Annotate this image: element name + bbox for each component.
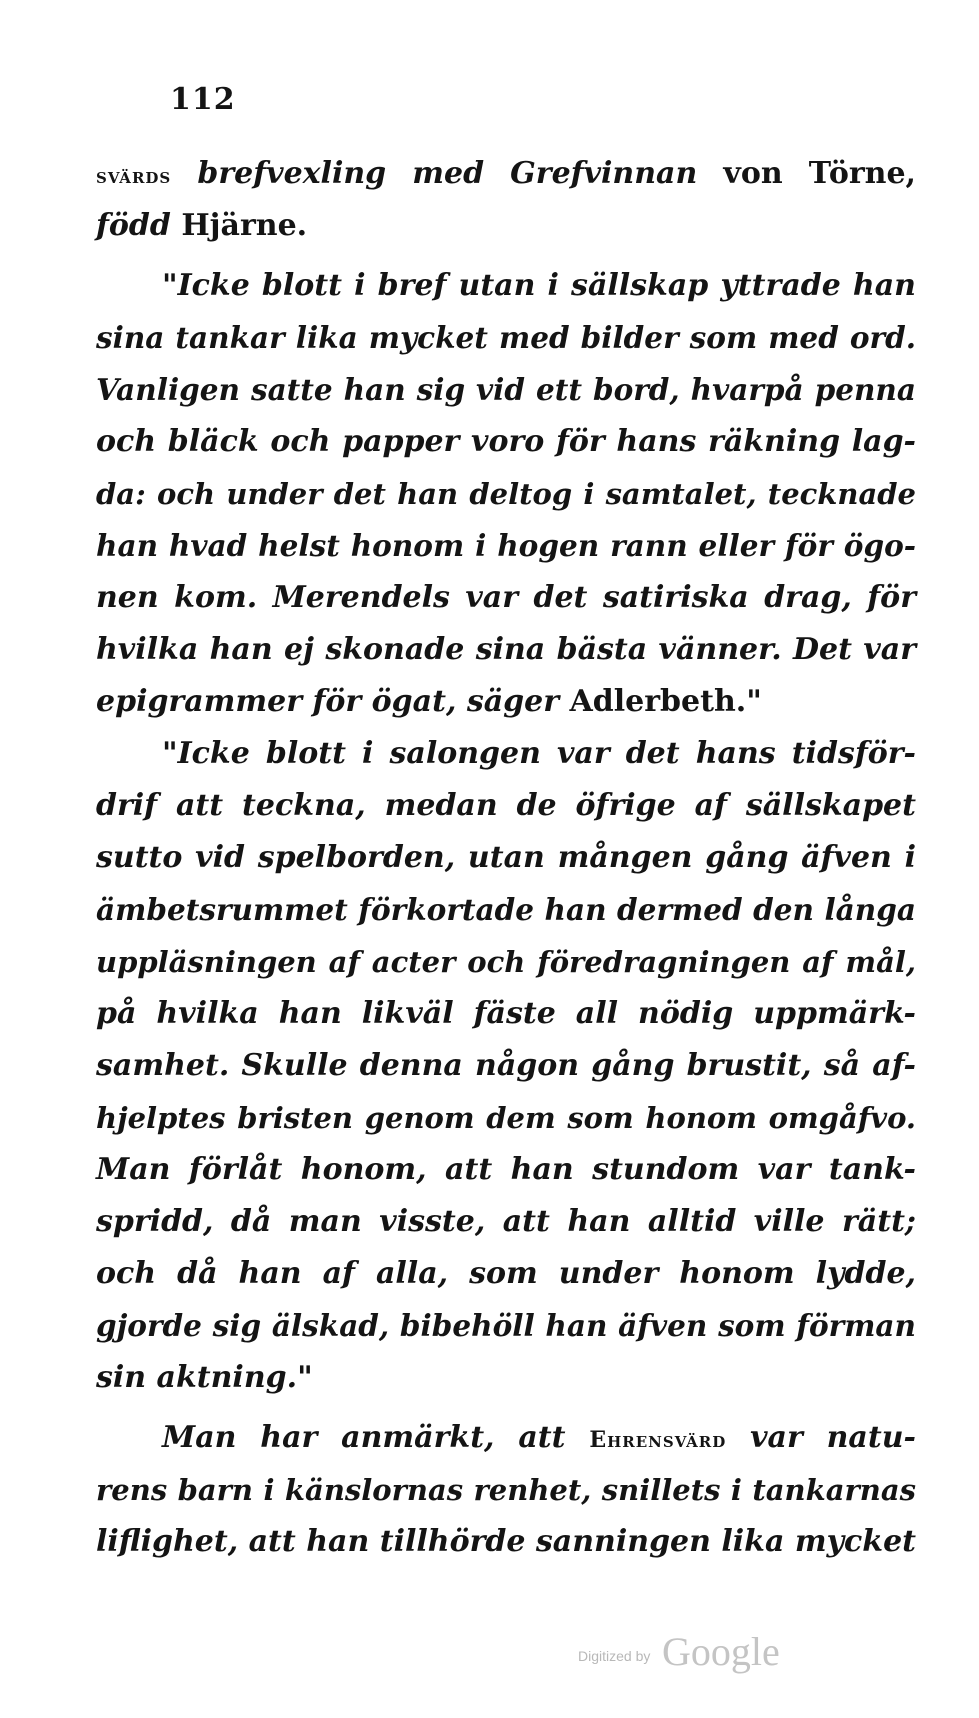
text-line: sutto vid spelborden, utan mången gång äfven i <box>96 840 916 875</box>
text-span: var natu- <box>726 1420 916 1455</box>
text-line <box>96 676 916 728</box>
text-line: samhet. Skulle denna någon gång brustit, så af- <box>96 1048 916 1083</box>
text-line: på hvilka han likväl fäste all nödig uppmärk- <box>96 996 916 1031</box>
text-line: spridd, då man visste, att han alltid ville rätt; <box>96 1204 916 1239</box>
name-roman: von Törne, <box>723 156 916 191</box>
text-line: drif att teckna, medan de öfrige af sällskapet <box>96 788 916 823</box>
name-roman: Adlerbeth." <box>569 684 762 719</box>
body-text <box>96 148 916 1568</box>
text-span: Man har anmärkt, att <box>162 1420 590 1455</box>
paragraph-first-line <box>96 1412 916 1464</box>
text-line: liflighet, att han tillhörde sanningen lika mycket <box>96 1524 917 1559</box>
name-smallcaps: Ehrensvärd <box>589 1427 727 1453</box>
text-line: ämbetsrummet förkortade han dermed den långa <box>96 892 916 927</box>
text-line: sin aktning." <box>96 1360 313 1395</box>
paragraph-first-line: "Icke blott i salongen var det hans tidsför- <box>162 736 916 771</box>
text-line <box>96 200 916 252</box>
digitized-by-label: Digitized by <box>578 1648 651 1664</box>
text-line: och bläck och papper voro för hans räkning lag- <box>96 424 916 459</box>
text-line: han hvad helst honom i hogen rann eller för ögo- <box>96 528 916 563</box>
text-line: da: och under det han deltog i samtalet, tecknade <box>96 477 916 511</box>
name-smallcaps: svärds <box>96 163 172 189</box>
page-number: 112 <box>170 82 236 117</box>
text-line: hvilka han ej skonade sina bästa vänner. Det var <box>96 632 916 667</box>
text-line: rens barn i känslornas renhet, snillets i tankarnas <box>96 1473 916 1507</box>
text-line: sina tankar lika mycket med bilder som med ord. <box>96 320 916 355</box>
text-line: Man förlåt honom, att han stundom var tank- <box>96 1152 916 1187</box>
name-roman: Hjärne. <box>170 208 308 243</box>
text-line: nen kom. Merendels var det satiriska drag, för <box>96 580 916 615</box>
text-line: och då han af alla, som under honom lydde, <box>96 1256 916 1291</box>
text-span: epigrammer för ögat, säger <box>96 684 570 719</box>
paragraph-first-line: "Icke blott i bref utan i sällskap yttrade han <box>162 268 916 303</box>
text-span: född <box>96 208 171 243</box>
text-line: gjorde sig älskad, bibehöll han äfven som förman <box>96 1308 916 1343</box>
text-line: uppläsningen af acter och föredragningen af mål, <box>96 945 916 979</box>
google-watermark: Google <box>662 1629 780 1674</box>
text-line: hjelptes bristen genom dem som honom omgåfvo. <box>96 1101 916 1135</box>
text-line <box>96 148 916 200</box>
text-line: Vanligen satte han sig vid ett bord, hvarpå penna <box>96 372 916 407</box>
text-span: brefvexling med Grefvinnan <box>171 156 724 191</box>
